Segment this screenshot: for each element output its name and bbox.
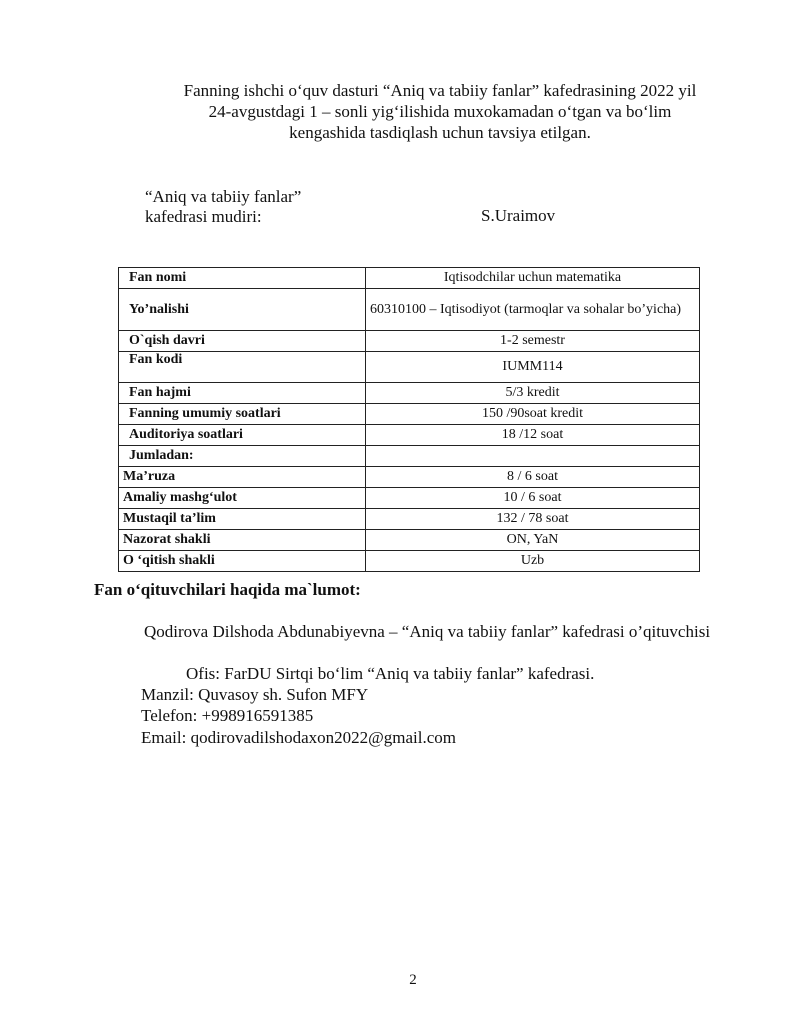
row-key: O ‘qitish shakli xyxy=(119,551,366,572)
table-row xyxy=(119,383,700,404)
approval-note-line-2: 24-avgustdagi 1 – sonli yig‘ilishida muxokamadan o‘tgan va bo‘lim xyxy=(208,102,672,121)
teacher-phone: Telefon: +998916591385 xyxy=(141,706,314,725)
row-value: 132 / 78 soat xyxy=(366,509,700,530)
row-value: Uzb xyxy=(366,551,700,572)
row-value: 10 / 6 soat xyxy=(366,488,700,509)
approval-note-line-3: kengashida tasdiqlash uchun tavsiya etilgan. xyxy=(289,123,591,142)
row-key: Jumladan: xyxy=(119,446,366,467)
department-head-title xyxy=(145,187,301,227)
row-value xyxy=(366,446,700,467)
table-row xyxy=(119,289,700,331)
table-row xyxy=(119,530,700,551)
row-value: 150 /90soat kredit xyxy=(366,404,700,425)
row-key: Ma’ruza xyxy=(119,467,366,488)
row-key: Fan nomi xyxy=(119,268,366,289)
row-value: 60310100 – Iqtisodiyot (tarmoqlar va sohalar bo’yicha) xyxy=(366,289,700,331)
row-key: Auditoriya soatlari xyxy=(119,425,366,446)
table-row xyxy=(119,404,700,425)
row-key: Nazorat shakli xyxy=(119,530,366,551)
row-value: 18 /12 soat xyxy=(366,425,700,446)
department-name: “Aniq va tabiiy fanlar” xyxy=(145,187,302,206)
table-row xyxy=(119,425,700,446)
teacher-email: Email: qodirovadilshodaxon2022@gmail.com xyxy=(141,728,456,747)
table-row xyxy=(119,352,700,383)
row-value: 1-2 semestr xyxy=(366,331,700,352)
approval-note xyxy=(150,80,730,143)
department-head-name: S.Uraimov xyxy=(481,206,556,225)
row-key: Amaliy mashg‘ulot xyxy=(119,488,366,509)
row-key: O`qish davri xyxy=(119,331,366,352)
teacher-info: Qodirova Dilshoda Abdunabiyevna – “Aniq va tabiiy fanlar” kafedrasi o’qituvchisi xyxy=(144,622,711,641)
table-row xyxy=(119,488,700,509)
teacher-office: Ofis: FarDU Sirtqi bo‘lim “Aniq va tabiiy fanlar” kafedrasi. xyxy=(186,664,595,683)
course-info-table xyxy=(118,267,700,572)
table-row xyxy=(119,446,700,467)
row-value: 8 / 6 soat xyxy=(366,467,700,488)
row-key: Fan hajmi xyxy=(119,383,366,404)
row-key: Yo’nalishi xyxy=(119,289,366,331)
teacher-address: Manzil: Quvasoy sh. Sufon MFY xyxy=(141,685,369,704)
approval-note-line-1: Fanning ishchi o‘quv dasturi “Aniq va tabiiy fanlar” kafedrasining 2022 yil xyxy=(183,81,697,100)
table-row xyxy=(119,551,700,572)
row-key: Fan kodi xyxy=(119,352,366,383)
row-key: Mustaqil ta’lim xyxy=(119,509,366,530)
row-key: Fanning umumiy soatlari xyxy=(119,404,366,425)
table-row xyxy=(119,268,700,289)
table-row xyxy=(119,509,700,530)
row-value: IUMM114 xyxy=(366,352,700,383)
row-value: Iqtisodchilar uchun matematika xyxy=(366,268,700,289)
table-row xyxy=(119,467,700,488)
table-row xyxy=(119,331,700,352)
row-value: 5/3 kredit xyxy=(366,383,700,404)
page-number: 2 xyxy=(409,972,417,988)
section-title: Fan o‘qituvchilari haqida ma`lumot: xyxy=(94,580,361,599)
row-value: ON, YaN xyxy=(366,530,700,551)
head-role: kafedrasi mudiri: xyxy=(145,207,262,226)
